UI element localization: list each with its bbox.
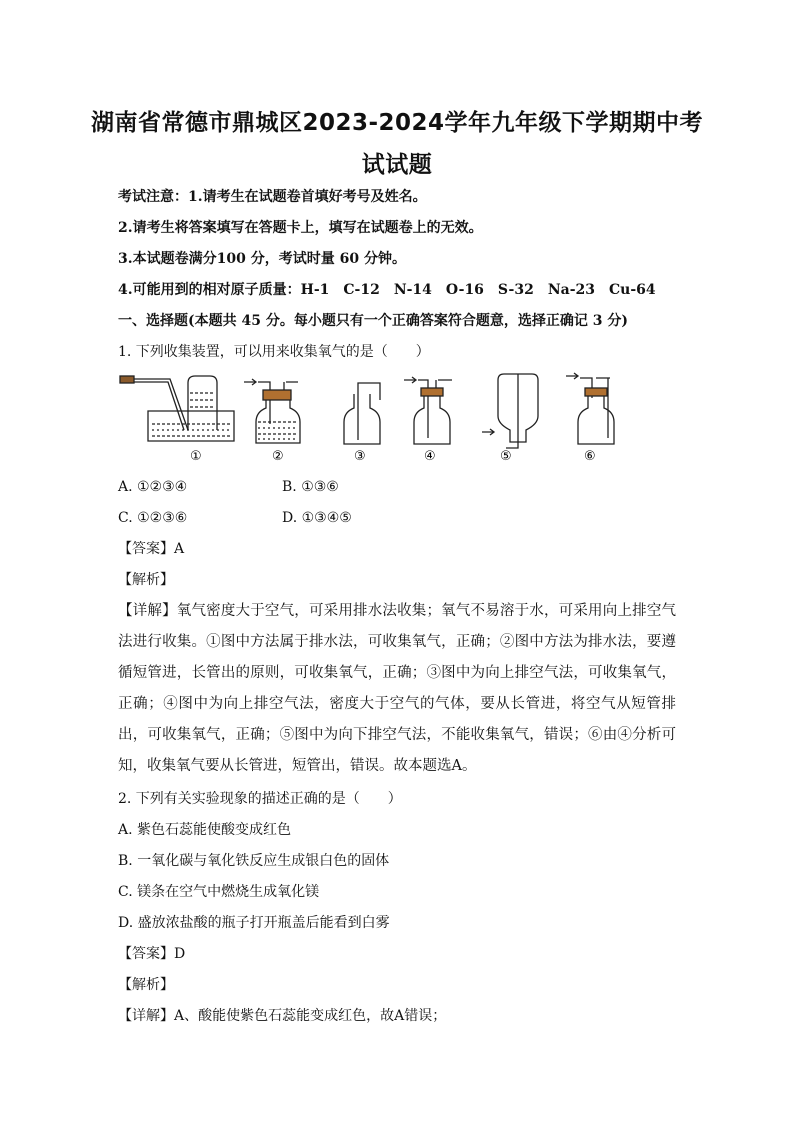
q1-analysis-label: 【解析】 <box>118 572 174 588</box>
q2-detail-text: A、酸能使紫色石蕊能变成红色，故A错误； <box>174 1008 447 1024</box>
question-1-stem: 1. 下列收集装置，可以用来收集氧气的是（ ） <box>118 344 430 360</box>
apparatus-4 <box>404 377 452 444</box>
q2-option-d: D. 盛放浓盐酸的瓶子打开瓶盖后能看到白雾 <box>118 915 390 931</box>
figure-label-3: ③ <box>354 449 366 464</box>
apparatus-1 <box>120 376 234 441</box>
q2-answer: 【答案】D <box>118 946 186 962</box>
q1-detail-paragraph <box>118 596 676 782</box>
figure-label-2: ② <box>272 449 284 464</box>
figure-label-4: ④ <box>424 449 436 464</box>
q1-detail-text: 氧气密度大于空气，可采用排水法收集；氧气不易溶于水，可采用向上排空气法进行收集。①图中方法属于排水法，可收集氧气，正确；②图中方法为排水法，要遵循短管进，长管出的原则，可收集氧气，正确；③图中为向上排空气法，可收集氧气，正确；④图中为向上排空气法，密度大于空气的气体，要从长管进，将空气从短管排出，可收集氧气，正确；⑤图中为向下排空气法，不能收集氧气，错误；⑥由④分析可知，收集氧气要从长管进，短管出，错误。故本题选A。 <box>118 603 677 774</box>
q2-detail-line <box>118 1007 446 1025</box>
apparatus-3 <box>344 383 380 444</box>
gas-collection-apparatus-figure <box>118 368 638 468</box>
figure-label-6: ⑥ <box>584 449 596 464</box>
q1-option-b: B. ①③⑥ <box>282 479 339 495</box>
exam-note-2: 2.请考生将答案填写在答题卡上，填写在试题卷上的无效。 <box>118 220 483 236</box>
section-heading: 一、选择题(本题共 45 分。每小题只有一个正确答案符合题意，选择正确记 3 分) <box>118 313 628 329</box>
q1-option-a: A. ①②③④ <box>118 479 188 495</box>
q2-detail-label: 【详解】 <box>118 1008 174 1024</box>
figure-label-1: ① <box>190 449 202 464</box>
apparatus-6 <box>566 373 614 444</box>
exam-title-line2: 试试题 <box>361 152 433 178</box>
exam-note-3: 3.本试题卷满分100 分，考试时量 60 分钟。 <box>118 251 406 267</box>
q2-analysis-label: 【解析】 <box>118 977 174 993</box>
apparatus-2 <box>244 379 300 443</box>
q1-detail-label: 【详解】 <box>118 603 177 619</box>
q2-option-a: A. 紫色石蕊能使酸变成红色 <box>118 822 292 838</box>
question-2-stem: 2. 下列有关实验现象的描述正确的是（ ） <box>118 791 402 807</box>
q1-option-d: D. ①③④⑤ <box>282 510 352 526</box>
q2-option-c: C. 镁条在空气中燃烧生成氧化镁 <box>118 884 320 900</box>
exam-note-4: 4.可能用到的相对原子质量：H-1 C-12 N-14 O-16 S-32 Na-23 Cu-64 <box>118 282 656 298</box>
exam-note-1: 考试注意：1.请考生在试题卷首填好考号及姓名。 <box>118 189 427 205</box>
q2-option-b: B. 一氧化碳与氧化铁反应生成银白色的固体 <box>118 853 390 869</box>
figure-label-5: ⑤ <box>500 449 512 464</box>
apparatus-5 <box>482 374 538 448</box>
q1-option-c: C. ①②③⑥ <box>118 510 188 526</box>
q1-answer: 【答案】A <box>118 541 185 557</box>
exam-title-line1: 湖南省常德市鼎城区2023-2024学年九年级下学期期中考 <box>90 110 704 136</box>
